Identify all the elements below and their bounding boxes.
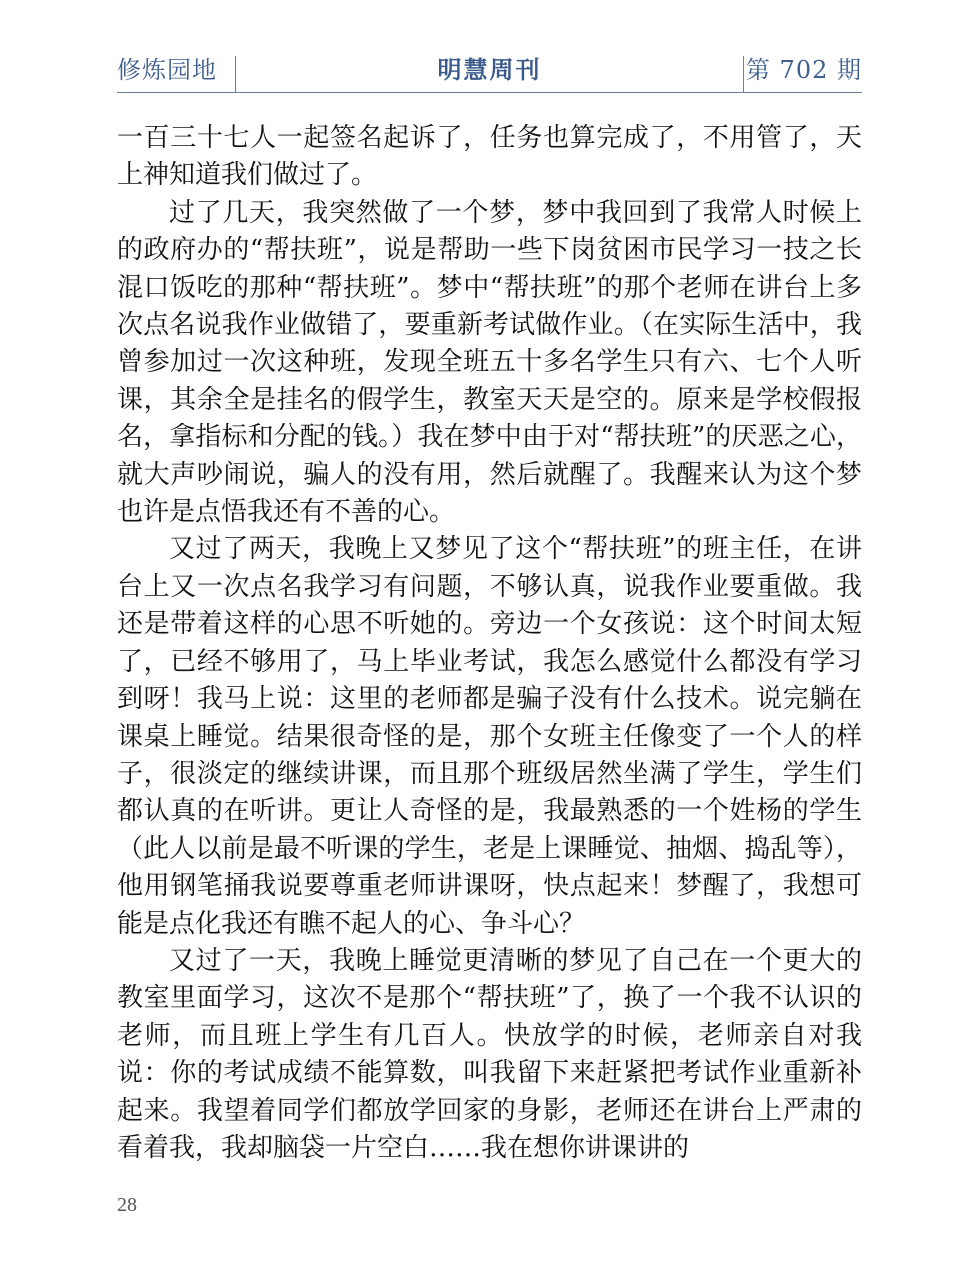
paragraph: 又过了一天，我晚上睡觉更清晰的梦见了自己在一个更大的教室里面学习，这次不是那个“帮扶班”了，换了一个我不认识的老师，而且班上学生有几百人。快放学的时候，老师亲自对我说：你的考试成绩不能算数，叫我留下来赶紧把考试作业重新补起来。我望着同学们都放学回家的身影，老师还在讲台上严肃的看着我，我却脑袋一片空白……我在想你讲课讲的: [117, 945, 862, 1163]
header-divider-right: [743, 56, 744, 92]
paragraph: 又过了两天，我晚上又梦见了这个“帮扶班”的班主任，在讲台上又一次点名我学习有问题，不够认真，说我作业要重做。我还是带着这样的心思不听她的。旁边一个女孩说：这个时间太短了，已经不够用了，马上毕业考试，我怎么感觉什么都没有学习到呀！我马上说：这里的老师都是骗子没有什么技术。说完躺在课桌上睡觉。结果很奇怪的是，那个女班主任像变了一个人的样子，很淡定的继续讲课，而且那个班级居然坐满了学生，学生们都认真的在听讲。更让人奇怪的是，我最熟悉的一个姓杨的学生（此人以前是最不听课的学生，老是上课睡觉、抽烟、捣乱等），他用钢笔捅我说要尊重老师讲课呀，快点起来！梦醒了，我想可能是点化我还有瞧不起人的心、争斗心？: [117, 534, 862, 939]
page-number: 28: [117, 1194, 137, 1216]
issue-number: 第 702 期: [745, 56, 862, 84]
paragraph: 过了几天，我突然做了一个梦，梦中我回到了我常人时候上的政府办的“帮扶班”，说是帮助一些下岗贫困市民学习一技之长混口饭吃的那种“帮扶班”。梦中“帮扶班”的那个老师在讲台上多次点名说我作业做错了，要重新考试做作业。（在实际生活中，我曾参加过一次这种班，发现全班五十多名学生只有六、七个人听课，其余全是挂名的假学生，教室天天是空的。原来是学校假报名，拿指标和分配的钱。）我在梦中由于对“帮扶班”的厌恶之心，就大声吵闹说，骗人的没有用，然后就醒了。我醒来认为这个梦也许是点悟我还有不善的心。: [117, 197, 862, 528]
paragraph-continued: 一百三十七人一起签名起诉了，任务也算完成了，不用管了，天上神知道我们做过了。: [117, 123, 862, 191]
publication-title: 明慧周刊: [437, 55, 542, 84]
article-body: [117, 120, 862, 1167]
page-header: [117, 50, 862, 93]
section-title: 修炼园地: [117, 56, 217, 84]
